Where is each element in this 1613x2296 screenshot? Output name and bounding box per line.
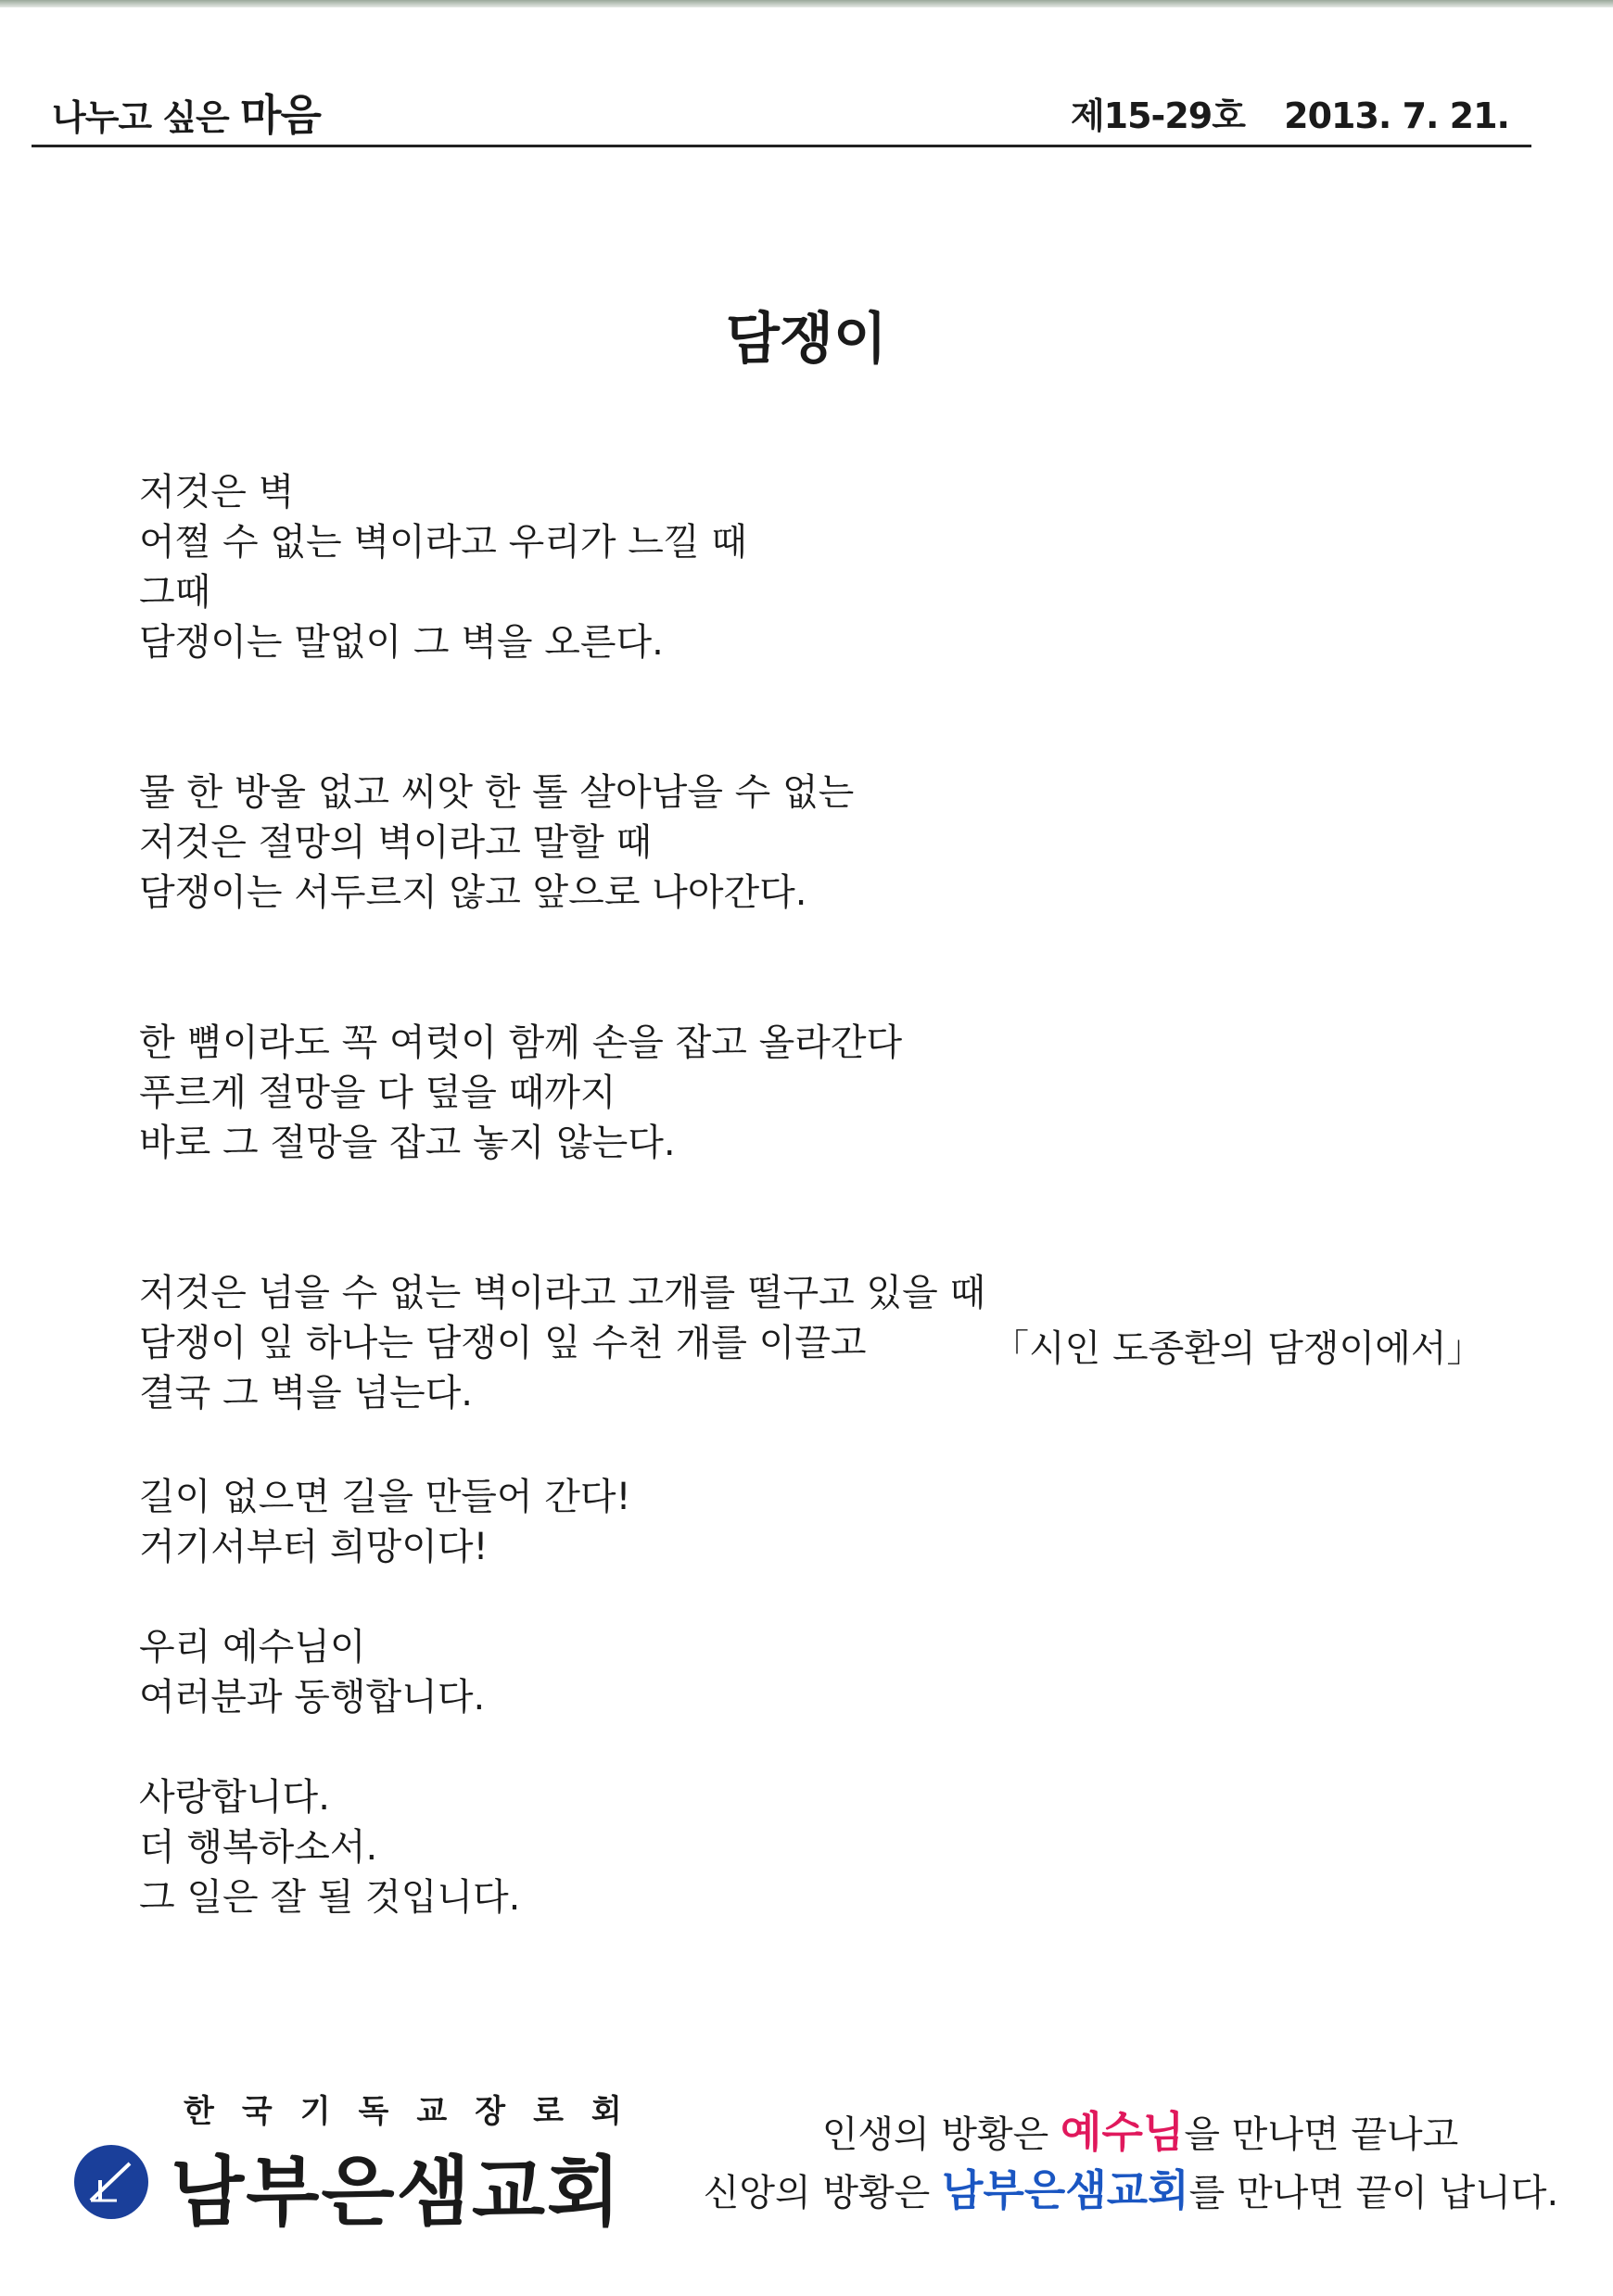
motto-line-2: [686, 2163, 1576, 2221]
motto-highlight-jesus: 예수님: [1061, 2107, 1185, 2157]
column-word: 마음: [240, 90, 321, 140]
poem-line: 한 뼘이라도 꼭 여럿이 함께 손을 잡고 올라간다: [139, 1021, 903, 1064]
motto-text: 을 만나면 끝나고: [1184, 2113, 1459, 2156]
motto-line-1: [686, 2104, 1576, 2163]
closing-block-1: [139, 1472, 1066, 1572]
poem-line: 담쟁이 잎 하나는 담쟁이 잎 수천 개를 이끌고: [139, 1322, 867, 1364]
poem-stanza-3: [139, 1018, 1437, 1168]
closing-line: 여러분과 동행합니다.: [139, 1676, 486, 1719]
motto-text: 를 만나면 끝이 납니다.: [1188, 2172, 1559, 2214]
closing-line: 거기서부터 희망이다!: [139, 1526, 489, 1568]
column-name: [52, 82, 321, 143]
church-branding: [72, 2086, 650, 2237]
poem-line: 어쩔 수 없는 벽이라고 우리가 느낄 때: [139, 521, 747, 564]
poem-line: 물 한 방울 없고 씨앗 한 톨 살아남을 수 없는: [139, 771, 855, 814]
closing-line: 우리 예수님이: [139, 1626, 366, 1668]
poem-line: 저것은 벽: [139, 471, 295, 514]
poem-line: 저것은 넘을 수 없는 벽이라고 고개를 떨구고 있을 때: [139, 1272, 986, 1314]
issue-number: 제15-29호: [1070, 95, 1245, 136]
closing-line: 길이 없으면 길을 만들어 간다!: [139, 1476, 631, 1518]
poem-line: 저것은 절망의 벽이라고 말할 때: [139, 821, 653, 864]
issue-info: [1071, 87, 1509, 138]
poem-line: 바로 그 절망을 잡고 놓지 않는다.: [139, 1122, 676, 1164]
denomination-name: 한국기독교장로회: [184, 2093, 650, 2130]
poem-line: 결국 그 벽을 넘는다.: [139, 1372, 473, 1414]
column-prefix: 나누고 싶은: [52, 97, 229, 138]
poem-attribution: 「시인 도종환의 담쟁이에서」: [992, 1327, 1484, 1370]
scan-top-edge: [0, 0, 1613, 7]
motto-highlight-church: 남부은샘교회: [942, 2165, 1189, 2215]
motto-text: 신앙의 방황은: [703, 2172, 931, 2214]
poem-line: 그때: [139, 571, 211, 614]
closing-line: 더 행복하소서.: [139, 1826, 378, 1869]
poem-line: 담쟁이는 서두르지 않고 앞으로 나아간다.: [139, 871, 807, 914]
closing-line: 그 일은 잘 될 것입니다.: [139, 1876, 521, 1919]
poem-stanza-2: [139, 767, 1437, 918]
church-name: 남부은샘교회: [171, 2149, 623, 2237]
closing-block-2: [139, 1622, 1066, 1722]
poem-body: [139, 467, 1437, 1418]
poem-stanza-1: [139, 467, 1437, 667]
poem-line: 담쟁이는 말없이 그 벽을 오른다.: [139, 621, 664, 664]
church-motto: [686, 2104, 1576, 2221]
closing-block-3: [139, 1772, 1066, 1922]
closing-message: [139, 1472, 1066, 1922]
motto-text: 인생의 방황은: [821, 2113, 1049, 2156]
bulletin-header: [32, 74, 1531, 147]
closing-line: 사랑합니다.: [139, 1776, 330, 1819]
poem-line: 푸르게 절망을 다 덮을 때까지: [139, 1072, 616, 1114]
poem-title: 담쟁이: [726, 307, 887, 372]
issue-date: 2013. 7. 21.: [1284, 95, 1509, 136]
church-logo-icon: [72, 2143, 150, 2221]
